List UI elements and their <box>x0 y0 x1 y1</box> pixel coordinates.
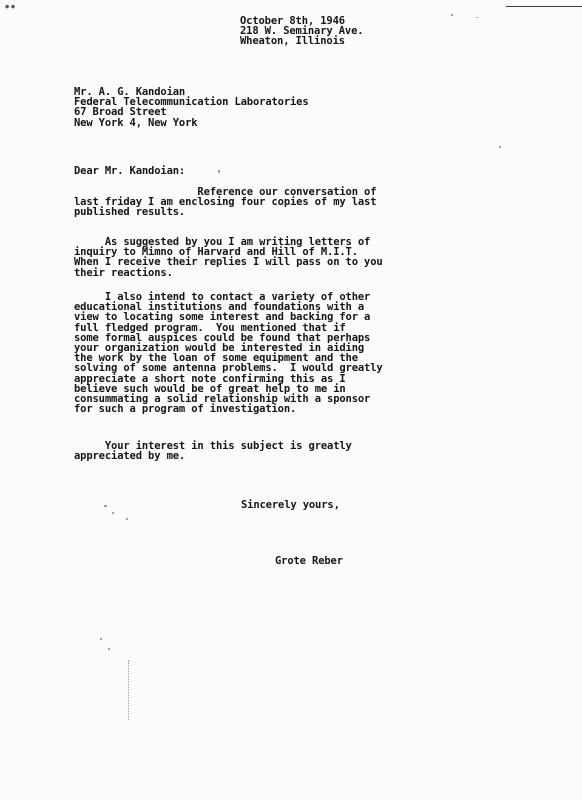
closing <box>241 500 340 510</box>
salutation <box>74 166 185 176</box>
paragraph-line: appreciate a short note confirming this as I <box>74 372 346 385</box>
sender-street: 218 W. Seminary Ave. <box>240 25 364 38</box>
paragraph-1 <box>74 187 376 218</box>
scan-artifact-line <box>128 660 130 720</box>
top-edge-rule <box>506 6 582 7</box>
corner-scan-mark: ∙∙ <box>4 2 16 13</box>
scan-speck <box>100 638 102 640</box>
paragraph-line: your organization would be interested in aiding <box>74 342 365 355</box>
recipient-address <box>74 87 309 128</box>
paragraph-4 <box>74 441 352 461</box>
paragraph-line: consummating a solid relationship with a sponsor <box>74 393 371 406</box>
recipient-city: New York 4, New York <box>74 116 198 129</box>
scan-speck <box>108 648 110 650</box>
paragraph-line: view to locating some interest and backing for a <box>74 311 371 324</box>
recipient-street: 67 Broad Street <box>74 106 167 119</box>
paragraph-line: solving of some antenna problems. I would greatly <box>74 362 383 375</box>
scan-speck <box>499 146 501 148</box>
salutation-text: Dear Mr. Kandoian: <box>74 165 186 177</box>
signature-name: Grote Reber <box>275 555 343 567</box>
scan-speck <box>126 518 128 520</box>
scan-speck <box>104 505 107 507</box>
paragraph-line: the work by the loan of some equipment and the <box>74 352 358 365</box>
paragraph-line: I also intend to contact a variety of other <box>74 291 371 303</box>
paragraph-3 <box>74 292 383 414</box>
scan-speck <box>218 170 220 173</box>
recipient-organization: Federal Telecommunication Laboratories <box>74 96 309 109</box>
paragraph-line: Reference our conversation of <box>74 186 377 198</box>
sender-date-address <box>240 16 363 47</box>
scan-speck <box>451 14 453 16</box>
paragraph-line: full fledged program. You mentioned that if <box>74 321 346 334</box>
paragraph-line: for such a program of investigation. <box>74 403 297 416</box>
date-line: October 8th, 1946 <box>240 15 345 27</box>
paragraph-line: appreciated by me. <box>74 450 186 463</box>
closing-text: Sincerely yours, <box>241 499 340 511</box>
recipient-name: Mr. A. G. Kandoian <box>74 86 186 98</box>
paragraph-line: inquiry to Mimno of Harvard and Hill of M.I.T. <box>74 246 358 259</box>
paragraph-line: educational institutions and foundations with a <box>74 301 365 314</box>
scan-speck <box>476 17 478 18</box>
paragraph-line: published results. <box>74 206 186 219</box>
paragraph-line: When I receive their replies I will pass on to you <box>74 256 383 269</box>
paragraph-line: Your interest in this subject is greatly <box>74 440 352 452</box>
paragraph-line: last friday I am enclosing four copies of my last <box>74 196 377 209</box>
sender-city: Wheaton, Illinois <box>240 35 345 48</box>
paragraph-line: some formal auspices could be found that perhaps <box>74 331 371 344</box>
signature <box>275 556 343 566</box>
paragraph-line: believe such would be of great help to me in <box>74 382 346 395</box>
paragraph-2 <box>74 237 383 278</box>
scan-speck <box>112 512 114 514</box>
paragraph-line: As suggested by you I am writing letters of <box>74 236 371 248</box>
paragraph-line: their reactions. <box>74 266 173 279</box>
